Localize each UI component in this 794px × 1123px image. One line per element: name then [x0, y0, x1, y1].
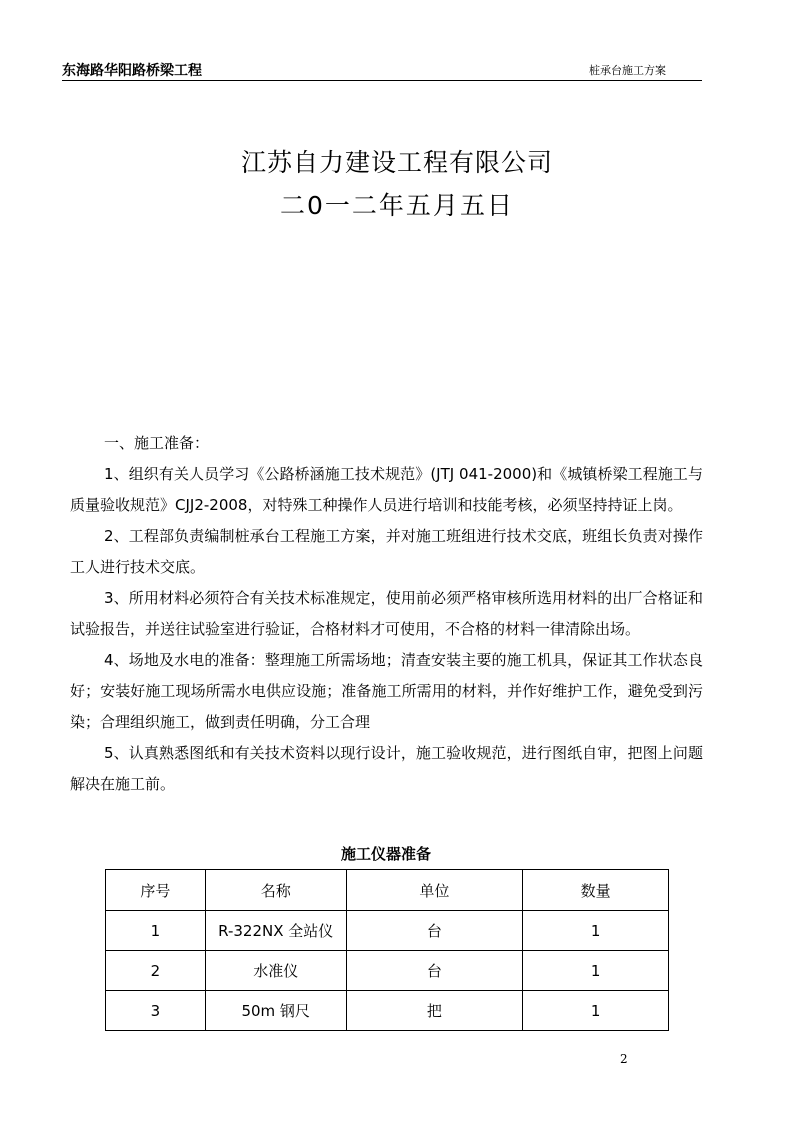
construction-preparation-section: [70, 428, 703, 800]
table-row: [106, 951, 669, 991]
cell-quantity: 1: [523, 951, 669, 991]
cell-unit: 台: [346, 911, 523, 951]
cell-unit: 台: [346, 951, 523, 991]
cell-name: R-322NX 全站仪: [205, 911, 346, 951]
cell-index: 2: [106, 951, 206, 991]
paragraph-1: 1、组织有关人员学习《公路桥涵施工技术规范》(JTJ 041-2000)和《城镇桥梁工程施工与质量验收规范》CJJ2-2008，对特殊工种操作人员进行培训和技能考核，必须坚持持证上岗。: [70, 465, 703, 514]
document-date: 二0一二年五月五日: [280, 191, 514, 220]
company-name: 江苏自力建设工程有限公司: [240, 148, 553, 177]
equipment-table-caption: 施工仪器准备: [340, 845, 431, 863]
column-header-name: 名称: [205, 870, 346, 911]
table-row: [106, 991, 669, 1031]
page-header: [62, 58, 702, 81]
cell-unit: 把: [346, 991, 523, 1031]
paragraph-4: 4、场地及水电的准备：整理施工所需场地；清查安装主要的施工机具，保证其工作状态良好；安装好施工现场所需水电供应设施；准备施工所需用的材料，并作好维护工作，避免受到污染；合理组织施工，做到责任明确，分工合理: [70, 651, 703, 731]
column-header-unit: 单位: [346, 870, 523, 911]
cell-name: 水准仪: [205, 951, 346, 991]
cell-index: 1: [106, 911, 206, 951]
header-project-name: 东海路华阳路桥梁工程: [62, 63, 202, 79]
header-document-title: 桩承台施工方案: [589, 64, 666, 77]
cell-index: 3: [106, 991, 206, 1031]
paragraph-5: 5、认真熟悉图纸和有关技术资料以现行设计，施工验收规范，进行图纸自审，把图上问题解决在施工前。: [70, 744, 703, 793]
equipment-table: [105, 869, 669, 1031]
cell-name: 50m 钢尺: [205, 991, 346, 1031]
section-heading: 一、施工准备：: [104, 434, 210, 452]
column-header-quantity: 数量: [523, 870, 669, 911]
page-number: 2: [620, 1052, 628, 1066]
table-row: [106, 911, 669, 951]
table-header-row: [106, 870, 669, 911]
column-header-index: 序号: [106, 870, 206, 911]
cell-quantity: 1: [523, 991, 669, 1031]
paragraph-3: 3、所用材料必须符合有关技术标准规定，使用前必须严格审核所选用材料的出厂合格证和试验报告，并送往试验室进行验证，合格材料才可使用，不合格的材料一律清除出场。: [70, 589, 703, 638]
cell-quantity: 1: [523, 911, 669, 951]
paragraph-2: 2、工程部负责编制桩承台工程施工方案，并对施工班组进行技术交底，班组长负责对操作工人进行技术交底。: [70, 527, 703, 576]
